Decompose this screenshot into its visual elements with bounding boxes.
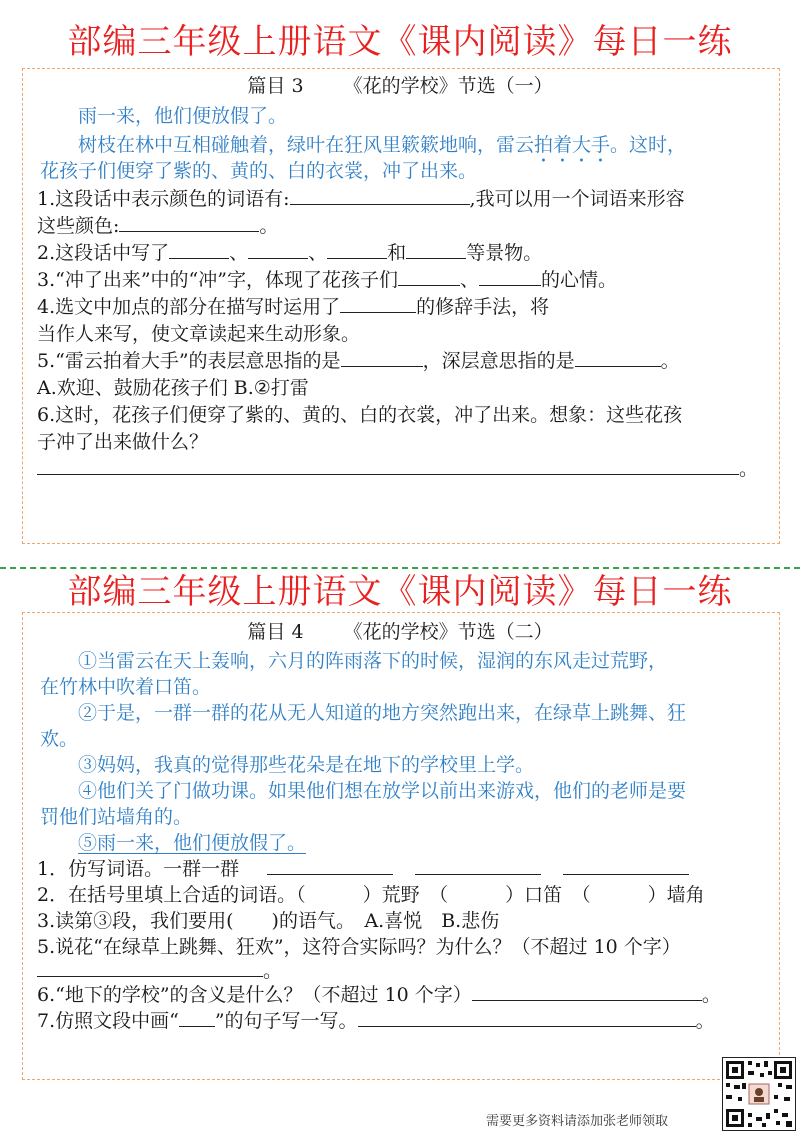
passage-paragraph: 欢。	[40, 728, 79, 750]
question-text: 7.仿照文段中画“	[37, 1010, 179, 1032]
question-5: 5.说花“在绿草上跳舞、狂欢”，这符合实际吗？为什么？（不超过 10 个字）	[37, 936, 681, 958]
passage-paragraph: ③妈妈，我真的觉得那些花朵是在地下的学校里上学。	[78, 754, 535, 776]
question-text: ，深层意思指的是	[422, 350, 575, 372]
question-text: 4.选文中加点的部分在描写时运用了	[37, 296, 341, 318]
question-text: 6.“地下的学校”的含义是什么？（不超过 10 个字）	[37, 984, 472, 1006]
answer-blank[interactable]	[406, 240, 466, 259]
answer-blank[interactable]	[398, 267, 460, 286]
answer-blank[interactable]	[327, 240, 387, 259]
question-6-answer	[37, 456, 758, 482]
answer-line[interactable]	[37, 456, 739, 475]
question-2: 2．在括号里填上合适的词语。（ ）荒野 （ ）口笛 （ ）墙角	[37, 884, 705, 906]
passage-paragraph: ①当雷云在天上轰响，六月的阵雨落下的时候，湿润的东风走过荒野，	[78, 650, 668, 672]
section-subtitle-1	[0, 74, 800, 98]
footer-note: 需要更多资料请添加张老师领取	[486, 1114, 669, 1129]
passage-paragraph: ②于是，一群一群的花从无人知道的地方突然跑出来，在绿草上跳舞、狂	[78, 702, 687, 724]
question-1	[37, 856, 689, 882]
answer-blank[interactable]	[358, 1008, 696, 1027]
answer-blank[interactable]	[119, 213, 259, 232]
question-text: 。	[660, 350, 680, 372]
passage-text: 。这时，	[610, 134, 687, 156]
question-text: 、	[308, 242, 328, 264]
question-text: 和	[387, 242, 407, 264]
question-1-cont	[37, 213, 278, 239]
worksheet-title-2: 部编三年级上册语文《课内阅读》每日一练	[67, 572, 733, 612]
question-text: 3.“冲了出来”中的“冲”字，体现了花孩子们	[37, 269, 398, 291]
question-text: 、	[459, 269, 479, 291]
question-4	[37, 294, 549, 320]
answer-blank[interactable]	[248, 240, 308, 259]
answer-line[interactable]	[37, 958, 263, 977]
question-text: 的心情。	[541, 269, 618, 291]
passage-paragraph: ④他们关了门做功课。如果他们想在放学以前出来游戏，他们的老师是要	[78, 780, 687, 802]
question-4-cont: 当作人来写，使文章读起来生动形象。	[37, 323, 361, 345]
question-text: 。	[739, 458, 759, 480]
question-text: 2.这段话中写了	[37, 242, 170, 264]
answer-blank[interactable]	[267, 856, 393, 875]
underline-sample	[179, 1008, 215, 1027]
passage-text: 树枝在林中互相碰触着，绿叶在狂风里簌簌地响，雷云	[78, 134, 535, 156]
question-text: 的修辞手法，将	[416, 296, 550, 318]
answer-blank[interactable]	[415, 856, 541, 875]
answer-blank[interactable]	[479, 267, 541, 286]
question-1	[37, 186, 685, 212]
passage-paragraph: 花孩子们便穿了紫的、黄的、白的衣裳，冲了出来。	[40, 160, 478, 182]
answer-blank[interactable]	[169, 240, 229, 259]
question-text: 。	[263, 960, 283, 982]
subtitle-number: 篇目 4	[247, 621, 304, 643]
passage-paragraph: 在竹林中吹着口笛。	[40, 676, 212, 698]
question-6	[37, 982, 721, 1008]
question-text: ”的句子写一写。	[214, 1010, 358, 1032]
passage-paragraph: 罚他们站墙角的。	[40, 806, 193, 828]
passage-paragraph: 雨一来，他们便放假了。	[78, 105, 288, 127]
question-text: 1．仿写词语。一群一群	[37, 858, 240, 880]
subtitle-text: 《花的学校》节选（一）	[343, 75, 553, 97]
question-3	[37, 267, 617, 293]
subtitle-number: 篇目 3	[247, 75, 304, 97]
question-text: 。	[695, 1010, 715, 1032]
question-2	[37, 240, 542, 266]
underlined-sentence: ⑤雨一来，他们便放假了。	[78, 832, 307, 854]
question-6-cont: 子冲了出来做什么？	[37, 431, 209, 453]
question-text: 。	[701, 984, 721, 1006]
question-6: 6.这时，花孩子们便穿了紫的、黄的、白的衣裳，冲了出来。想象：这些花孩	[37, 404, 683, 426]
answer-blank[interactable]	[563, 856, 689, 875]
question-5-options: A.欢迎、鼓励花孩子们 B.②打雷	[37, 377, 309, 399]
qr-code-icon	[722, 1057, 796, 1131]
question-5	[37, 348, 680, 374]
subtitle-text: 《花的学校》节选（二）	[343, 621, 553, 643]
answer-blank[interactable]	[341, 348, 423, 367]
question-text: 5.“雷云拍着大手”的表层意思指的是	[37, 350, 341, 372]
question-text: 。	[259, 215, 279, 237]
answer-blank[interactable]	[575, 348, 661, 367]
section-subtitle-2	[0, 620, 800, 644]
emphasized-phrase: 拍着大手	[534, 134, 611, 156]
answer-blank[interactable]	[472, 982, 702, 1001]
answer-blank[interactable]	[290, 186, 470, 205]
worksheet-title-1: 部编三年级上册语文《课内阅读》每日一练	[67, 22, 733, 62]
question-text: ,我可以用一个词语来形容	[469, 188, 685, 210]
question-text: 1.这段话中表示颜色的词语有:	[37, 188, 290, 210]
question-text: 等景物。	[466, 242, 543, 264]
question-5-answer	[37, 958, 282, 984]
question-text: 、	[229, 242, 249, 264]
question-text: 这些颜色:	[37, 215, 120, 237]
question-7	[37, 1008, 715, 1034]
section-divider	[0, 567, 800, 569]
answer-blank[interactable]	[340, 294, 416, 313]
question-3: 3.读第③段，我们要用( )的语气。 A.喜悦 B.悲伤	[37, 910, 500, 932]
